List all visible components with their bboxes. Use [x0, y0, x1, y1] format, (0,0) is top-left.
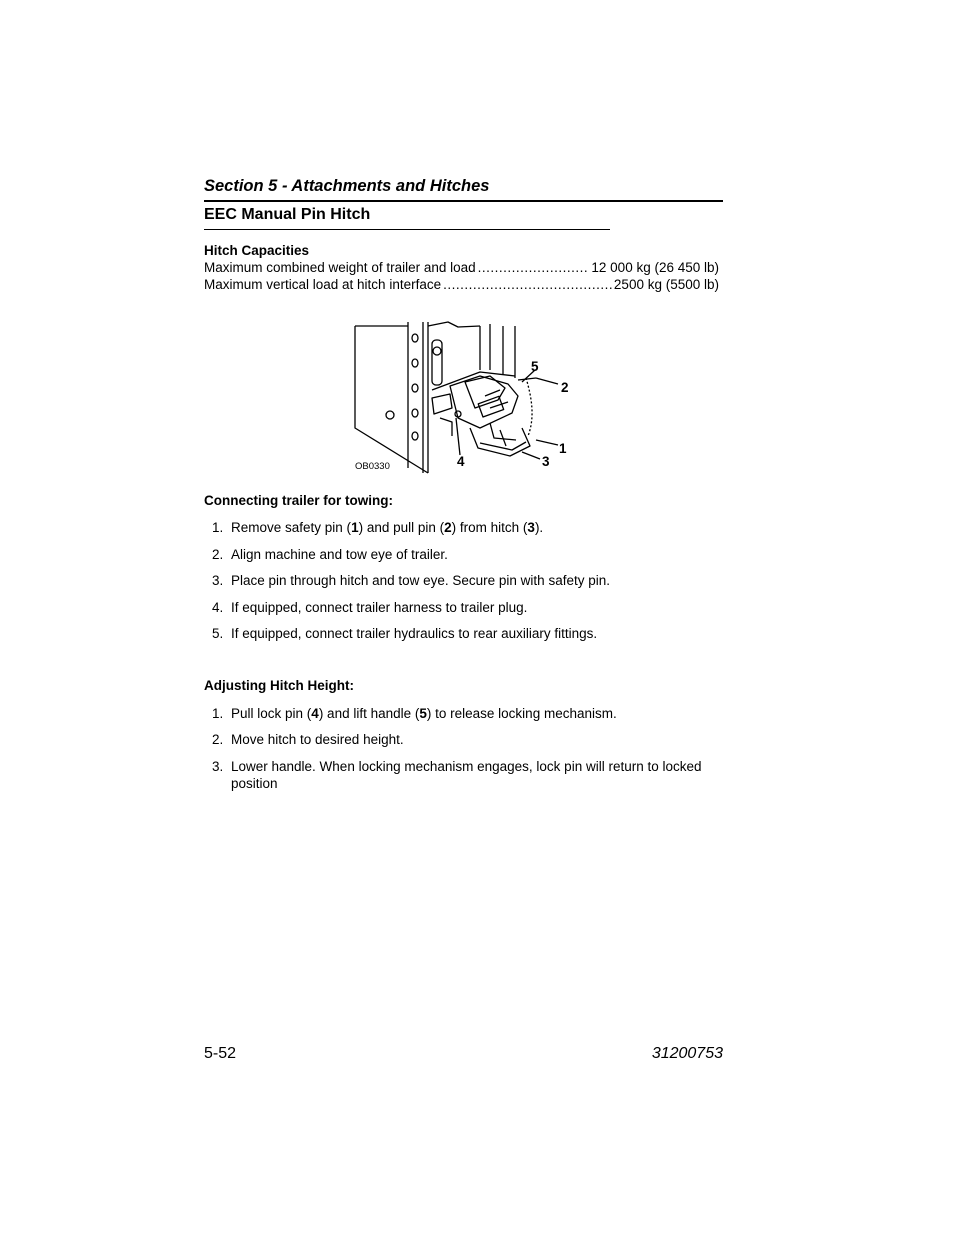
list-item: 4. If equipped, connect trailer harness to trailer plug.: [212, 600, 528, 615]
leader-dots: [443, 277, 612, 292]
section-rule: [204, 200, 723, 202]
callout-3: 3: [542, 454, 550, 469]
list-item: 2. Move hitch to desired height.: [212, 732, 404, 747]
figure-code: OB0330: [355, 461, 390, 472]
connecting-heading: Connecting trailer for towing:: [204, 493, 393, 508]
page-number: 5-52: [204, 1045, 237, 1062]
capacity-value: 2500 kg (5500 lb): [613, 277, 719, 292]
list-item: 1. Remove safety pin (1) and pull pin (2) from hitch (3).: [212, 520, 544, 535]
capacity-row: [204, 277, 719, 292]
subsection-rule: [204, 229, 610, 230]
list-item: 3. Lower handle. When locking mechanism engages, lock pin will return to locked position: [212, 759, 702, 791]
callout-1: 1: [559, 441, 567, 456]
callout-4: 4: [457, 454, 465, 469]
subsection-title: EEC Manual Pin Hitch: [204, 206, 371, 223]
adjusting-heading: Adjusting Hitch Height:: [204, 678, 354, 693]
list-item: 5. If equipped, connect trailer hydraulics to rear auxiliary fittings.: [212, 626, 598, 641]
list-item: 1. Pull lock pin (4) and lift handle (5) to release locking mechanism.: [212, 706, 617, 721]
section-header: Section 5 - Attachments and Hitches: [204, 177, 490, 195]
capacity-value: 12 000 kg (26 450 lb): [591, 260, 719, 275]
capacity-row: [204, 260, 719, 275]
list-item: 2. Align machine and tow eye of trailer.: [212, 547, 448, 562]
capacities-heading: Hitch Capacities: [204, 243, 310, 258]
callout-5: 5: [531, 359, 539, 374]
capacity-label: Maximum vertical load at hitch interface: [204, 277, 442, 292]
capacity-label: Maximum combined weight of trailer and load: [204, 260, 476, 275]
document-number: 31200753: [651, 1045, 723, 1062]
list-item: 3. Place pin through hitch and tow eye. Secure pin with safety pin.: [212, 573, 610, 588]
callout-2: 2: [561, 380, 569, 395]
leader-dots: [478, 260, 590, 275]
